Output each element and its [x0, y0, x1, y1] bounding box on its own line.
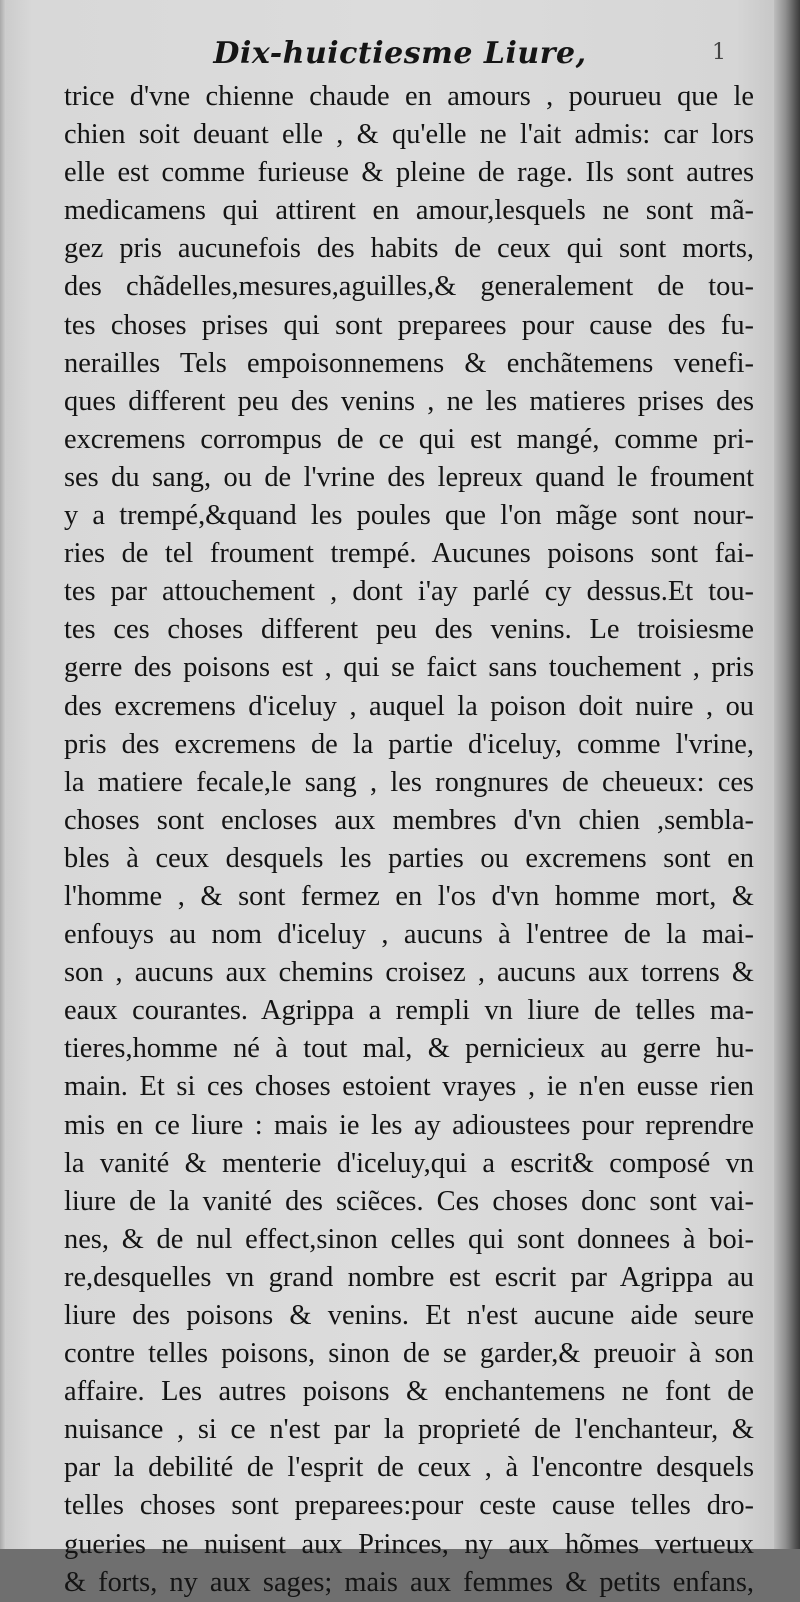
running-head: Dix-huictiesme Liure, — [213, 36, 587, 71]
text-line: par la debilité de l'esprit de ceux , à l'encontre desquels — [64, 1452, 754, 1484]
text-line: tes choses prises qui sont preparees pour cause des fu- — [64, 309, 754, 341]
text-line: y a trempé,&quand les poules que l'on mãge sont nour- — [64, 500, 754, 532]
text-line: gueries ne nuisent aux Princes, ny aux hõmes vertueux — [64, 1528, 754, 1560]
text-line: contre telles poisons, sinon de se garder,& preuoir à son — [64, 1338, 754, 1370]
text-line: choses sont encloses aux membres d'vn chien ,sembla- — [64, 804, 754, 836]
text-line: son , aucuns aux chemins croisez , aucuns aux torrens & — [64, 957, 754, 989]
text-line: eaux courantes. Agrippa a rempli vn liure de telles ma- — [64, 995, 754, 1027]
book-spine-shadow — [774, 0, 800, 1549]
body-text — [64, 78, 754, 1602]
text-line: tes ces choses different peu des venins. Le troisiesme — [64, 614, 754, 646]
text-line: ques different peu des venins , ne les matieres prises des — [64, 385, 754, 417]
text-line: tes par attouchement , dont i'ay parlé cy dessus.Et tou- — [64, 576, 754, 608]
text-line: & forts, ny aux sages; mais aux femmes & petits enfans, — [64, 1566, 754, 1598]
text-line: telles choses sont preparees:pour ceste cause telles dro- — [64, 1490, 754, 1522]
text-line: gerre des poisons est , qui se faict sans touchement , pris — [64, 652, 754, 684]
text-line: nuisance , si ce n'est par la proprieté de l'enchanteur, & — [64, 1414, 754, 1446]
text-line: bles à ceux desquels les parties ou excremens sont en — [64, 842, 754, 874]
text-line: chien soit deuant elle , & qu'elle ne l'ait admis: car lors — [64, 119, 754, 151]
text-line: ses du sang, ou de l'vrine des lepreux quand le froument — [64, 461, 754, 493]
text-line: la matiere fecale,le sang , les rongnures de cheueux: ces — [64, 766, 754, 798]
text-line: mis en ce liure : mais ie les ay adioustees pour reprendre — [64, 1109, 754, 1141]
text-line: gez pris aucunefois des habits de ceux qui sont morts, — [64, 233, 754, 265]
text-line: l'homme , & sont fermez en l'os d'vn homme mort, & — [64, 880, 754, 912]
text-line: tieres,homme né à tout mal, & pernicieux au gerre hu- — [64, 1033, 754, 1065]
text-line: elle est comme furieuse & pleine de rage. Ils sont autres — [64, 157, 754, 189]
text-line: re,desquelles vn grand nombre est escrit par Agrippa au — [64, 1261, 754, 1293]
text-line: pris des excremens de la partie d'iceluy, comme l'vrine, — [64, 728, 754, 760]
text-line: affaire. Les autres poisons & enchantemens ne font de — [64, 1376, 754, 1408]
page-left-edge — [0, 0, 6, 1549]
text-line: main. Et si ces choses estoient vrayes , ie n'en eusse rien — [64, 1071, 754, 1103]
text-line: des excremens d'iceluy , auquel la poison doit nuire , ou — [64, 690, 754, 722]
text-line: des chãdelles,mesures,aguilles,& generalement de tou- — [64, 271, 754, 303]
text-line: la vanité & menterie d'iceluy,qui a escrit& composé vn — [64, 1147, 754, 1179]
text-line: trice d'vne chienne chaude en amours , pourueu que le — [64, 81, 754, 112]
text-line: nes, & de nul effect,sinon celles qui sont donnees à boi- — [64, 1223, 754, 1255]
text-line: medicamens qui attirent en amour,lesquels ne sont mã- — [64, 195, 754, 227]
text-line: liure de la vanité des sciẽces. Ces choses donc sont vai- — [64, 1185, 754, 1217]
text-line: excremens corrompus de ce qui est mangé, comme pri- — [64, 423, 754, 455]
text-line: ries de tel froument trempé. Aucunes poisons sont fai- — [64, 538, 754, 570]
text-line: enfouys au nom d'iceluy , aucuns à l'entree de la mai- — [64, 919, 754, 951]
text-line: nerailles Tels empoisonnemens & enchãtemens venefi- — [64, 347, 754, 379]
text-line: liure des poisons & venins. Et n'est aucune aide seure — [64, 1300, 754, 1331]
page-mark: 1 — [712, 40, 726, 65]
